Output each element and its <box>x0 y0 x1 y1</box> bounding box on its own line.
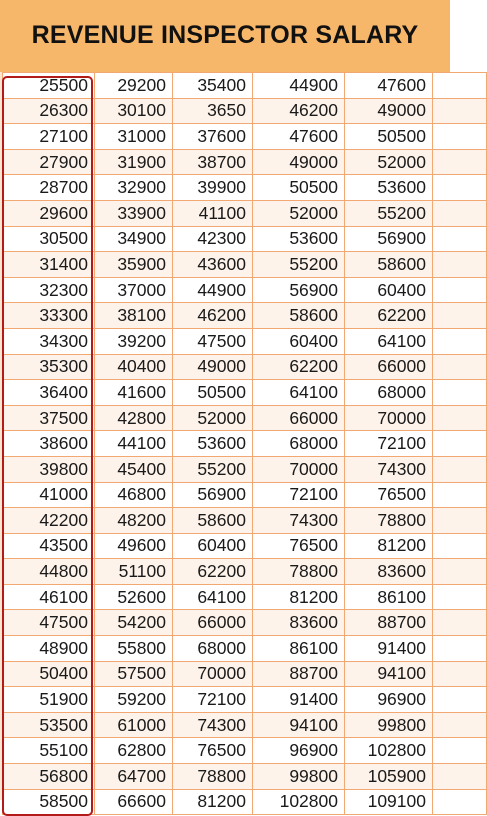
table-cell: 66000 <box>253 405 345 431</box>
table-cell: 3650 <box>173 98 253 124</box>
table-cell: 49000 <box>253 149 345 175</box>
table-cell <box>433 584 487 610</box>
table-cell <box>433 200 487 226</box>
table-row <box>3 687 487 713</box>
table-cell: 102800 <box>345 738 433 764</box>
salary-table <box>2 72 487 815</box>
table-cell: 31900 <box>95 149 173 175</box>
table-row <box>3 533 487 559</box>
table-cell: 46100 <box>3 584 95 610</box>
table-cell: 70000 <box>345 405 433 431</box>
table-cell: 91400 <box>345 636 433 662</box>
table-cell: 70000 <box>253 456 345 482</box>
table-cell: 83600 <box>345 559 433 585</box>
table-cell: 42300 <box>173 226 253 252</box>
table-row <box>3 712 487 738</box>
table-cell: 44900 <box>173 277 253 303</box>
table-cell: 81200 <box>173 789 253 815</box>
table-cell <box>433 380 487 406</box>
table-cell <box>433 508 487 534</box>
table-cell: 54200 <box>95 610 173 636</box>
table-cell: 72100 <box>173 687 253 713</box>
table-cell <box>433 405 487 431</box>
table-cell: 53500 <box>3 712 95 738</box>
table-cell: 39800 <box>3 456 95 482</box>
table-cell: 44800 <box>3 559 95 585</box>
table-cell <box>433 73 487 99</box>
table-cell <box>433 252 487 278</box>
table-cell: 50500 <box>345 124 433 150</box>
table-row <box>3 226 487 252</box>
table-cell: 31000 <box>95 124 173 150</box>
table-cell: 47600 <box>345 73 433 99</box>
table-cell: 47500 <box>3 610 95 636</box>
table-cell: 56900 <box>345 226 433 252</box>
table-cell: 58500 <box>3 789 95 815</box>
table-cell: 68000 <box>173 636 253 662</box>
table-cell: 40400 <box>95 354 173 380</box>
salary-table-container <box>0 72 450 812</box>
table-row <box>3 482 487 508</box>
table-cell: 76500 <box>253 533 345 559</box>
table-cell: 41100 <box>173 200 253 226</box>
table-cell <box>433 175 487 201</box>
table-cell: 49600 <box>95 533 173 559</box>
table-cell: 86100 <box>345 584 433 610</box>
table-cell: 56800 <box>3 764 95 790</box>
table-cell: 91400 <box>253 687 345 713</box>
table-row <box>3 789 487 815</box>
table-cell: 74300 <box>173 712 253 738</box>
table-cell: 46200 <box>253 98 345 124</box>
table-row <box>3 508 487 534</box>
table-cell: 56900 <box>173 482 253 508</box>
table-cell: 68000 <box>345 380 433 406</box>
table-cell: 47500 <box>173 328 253 354</box>
table-cell: 52000 <box>345 149 433 175</box>
table-row <box>3 124 487 150</box>
table-cell: 50500 <box>173 380 253 406</box>
table-cell: 50500 <box>253 175 345 201</box>
table-cell <box>433 712 487 738</box>
table-row <box>3 431 487 457</box>
table-cell <box>433 482 487 508</box>
table-cell: 99800 <box>253 764 345 790</box>
table-cell: 43600 <box>173 252 253 278</box>
table-row <box>3 149 487 175</box>
table-cell: 45400 <box>95 456 173 482</box>
table-cell: 78800 <box>173 764 253 790</box>
table-row <box>3 610 487 636</box>
table-cell <box>433 277 487 303</box>
table-cell: 66600 <box>95 789 173 815</box>
table-cell <box>433 456 487 482</box>
table-cell: 52000 <box>173 405 253 431</box>
table-cell: 66000 <box>345 354 433 380</box>
table-cell: 49000 <box>345 98 433 124</box>
table-cell: 29600 <box>3 200 95 226</box>
table-cell: 60400 <box>345 277 433 303</box>
table-cell <box>433 226 487 252</box>
table-cell: 46800 <box>95 482 173 508</box>
table-cell: 42200 <box>3 508 95 534</box>
table-cell: 76500 <box>345 482 433 508</box>
table-cell: 32900 <box>95 175 173 201</box>
table-cell: 83600 <box>253 610 345 636</box>
table-cell: 55800 <box>95 636 173 662</box>
table-cell: 35900 <box>95 252 173 278</box>
table-row <box>3 303 487 329</box>
table-cell: 62800 <box>95 738 173 764</box>
table-cell: 41000 <box>3 482 95 508</box>
table-cell <box>433 303 487 329</box>
table-cell: 30100 <box>95 98 173 124</box>
table-cell: 32300 <box>3 277 95 303</box>
table-cell <box>433 354 487 380</box>
table-cell: 105900 <box>345 764 433 790</box>
table-cell <box>433 636 487 662</box>
table-cell: 86100 <box>253 636 345 662</box>
table-cell: 28700 <box>3 175 95 201</box>
table-cell: 49000 <box>173 354 253 380</box>
table-cell <box>433 610 487 636</box>
table-cell: 33900 <box>95 200 173 226</box>
table-row <box>3 738 487 764</box>
table-cell: 34300 <box>3 328 95 354</box>
table-cell: 44900 <box>253 73 345 99</box>
table-cell: 62200 <box>253 354 345 380</box>
table-cell: 38100 <box>95 303 173 329</box>
table-cell: 55200 <box>173 456 253 482</box>
table-cell: 47600 <box>253 124 345 150</box>
table-cell: 70000 <box>173 661 253 687</box>
table-row <box>3 405 487 431</box>
table-cell: 29200 <box>95 73 173 99</box>
table-row <box>3 559 487 585</box>
page-title: REVENUE INSPECTOR SALARY <box>31 21 419 49</box>
table-row <box>3 764 487 790</box>
table-cell: 34900 <box>95 226 173 252</box>
table-cell: 52600 <box>95 584 173 610</box>
table-cell: 66000 <box>173 610 253 636</box>
salary-table-body <box>3 73 487 815</box>
table-cell <box>433 738 487 764</box>
table-cell <box>433 559 487 585</box>
table-cell: 60400 <box>253 328 345 354</box>
table-cell: 74300 <box>253 508 345 534</box>
table-row <box>3 636 487 662</box>
table-cell <box>433 431 487 457</box>
table-cell: 51100 <box>95 559 173 585</box>
table-cell: 102800 <box>253 789 345 815</box>
table-cell: 41600 <box>95 380 173 406</box>
table-cell: 76500 <box>173 738 253 764</box>
table-cell: 33300 <box>3 303 95 329</box>
table-row <box>3 252 487 278</box>
table-cell: 27100 <box>3 124 95 150</box>
table-cell: 64100 <box>173 584 253 610</box>
table-cell <box>433 687 487 713</box>
table-cell: 46200 <box>173 303 253 329</box>
table-cell: 64100 <box>253 380 345 406</box>
table-row <box>3 200 487 226</box>
table-cell: 37500 <box>3 405 95 431</box>
table-cell: 60400 <box>173 533 253 559</box>
table-cell: 72100 <box>345 431 433 457</box>
table-cell: 50400 <box>3 661 95 687</box>
table-cell: 43500 <box>3 533 95 559</box>
table-cell: 74300 <box>345 456 433 482</box>
table-cell: 64100 <box>345 328 433 354</box>
table-cell: 62200 <box>345 303 433 329</box>
table-cell: 58600 <box>173 508 253 534</box>
table-cell <box>433 328 487 354</box>
table-row <box>3 380 487 406</box>
table-cell: 53600 <box>253 226 345 252</box>
table-cell: 48200 <box>95 508 173 534</box>
table-cell <box>433 98 487 124</box>
table-cell: 55200 <box>253 252 345 278</box>
table-cell: 88700 <box>253 661 345 687</box>
table-cell: 55100 <box>3 738 95 764</box>
table-cell: 31400 <box>3 252 95 278</box>
table-cell <box>433 661 487 687</box>
title-banner <box>0 0 450 72</box>
table-cell: 62200 <box>173 559 253 585</box>
table-cell: 64700 <box>95 764 173 790</box>
table-cell: 94100 <box>345 661 433 687</box>
table-cell: 37600 <box>173 124 253 150</box>
table-cell <box>433 124 487 150</box>
table-cell: 61000 <box>95 712 173 738</box>
table-cell: 57500 <box>95 661 173 687</box>
table-cell: 52000 <box>253 200 345 226</box>
table-row <box>3 328 487 354</box>
table-cell: 53600 <box>345 175 433 201</box>
table-cell: 35400 <box>173 73 253 99</box>
table-row <box>3 98 487 124</box>
table-row <box>3 456 487 482</box>
table-cell: 88700 <box>345 610 433 636</box>
table-cell: 38700 <box>173 149 253 175</box>
table-cell: 72100 <box>253 482 345 508</box>
table-cell: 99800 <box>345 712 433 738</box>
table-cell: 78800 <box>345 508 433 534</box>
table-row <box>3 584 487 610</box>
table-cell: 56900 <box>253 277 345 303</box>
table-cell: 81200 <box>345 533 433 559</box>
table-row <box>3 277 487 303</box>
table-cell: 44100 <box>95 431 173 457</box>
table-cell: 53600 <box>173 431 253 457</box>
table-cell: 37000 <box>95 277 173 303</box>
table-cell: 55200 <box>345 200 433 226</box>
table-cell: 59200 <box>95 687 173 713</box>
table-cell: 68000 <box>253 431 345 457</box>
table-row <box>3 354 487 380</box>
table-cell: 81200 <box>253 584 345 610</box>
table-cell: 96900 <box>345 687 433 713</box>
table-row <box>3 175 487 201</box>
table-cell: 94100 <box>253 712 345 738</box>
table-cell: 96900 <box>253 738 345 764</box>
table-cell: 35300 <box>3 354 95 380</box>
table-cell: 27900 <box>3 149 95 175</box>
table-cell: 78800 <box>253 559 345 585</box>
table-cell: 30500 <box>3 226 95 252</box>
table-cell: 25500 <box>3 73 95 99</box>
table-cell: 26300 <box>3 98 95 124</box>
table-cell: 42800 <box>95 405 173 431</box>
table-cell: 38600 <box>3 431 95 457</box>
table-row <box>3 661 487 687</box>
table-row <box>3 73 487 99</box>
table-cell <box>433 149 487 175</box>
table-cell: 36400 <box>3 380 95 406</box>
table-cell: 109100 <box>345 789 433 815</box>
table-cell <box>433 764 487 790</box>
table-cell: 51900 <box>3 687 95 713</box>
table-cell <box>433 789 487 815</box>
table-cell: 58600 <box>345 252 433 278</box>
table-cell: 48900 <box>3 636 95 662</box>
table-cell <box>433 533 487 559</box>
table-cell: 58600 <box>253 303 345 329</box>
table-cell: 39900 <box>173 175 253 201</box>
table-cell: 39200 <box>95 328 173 354</box>
